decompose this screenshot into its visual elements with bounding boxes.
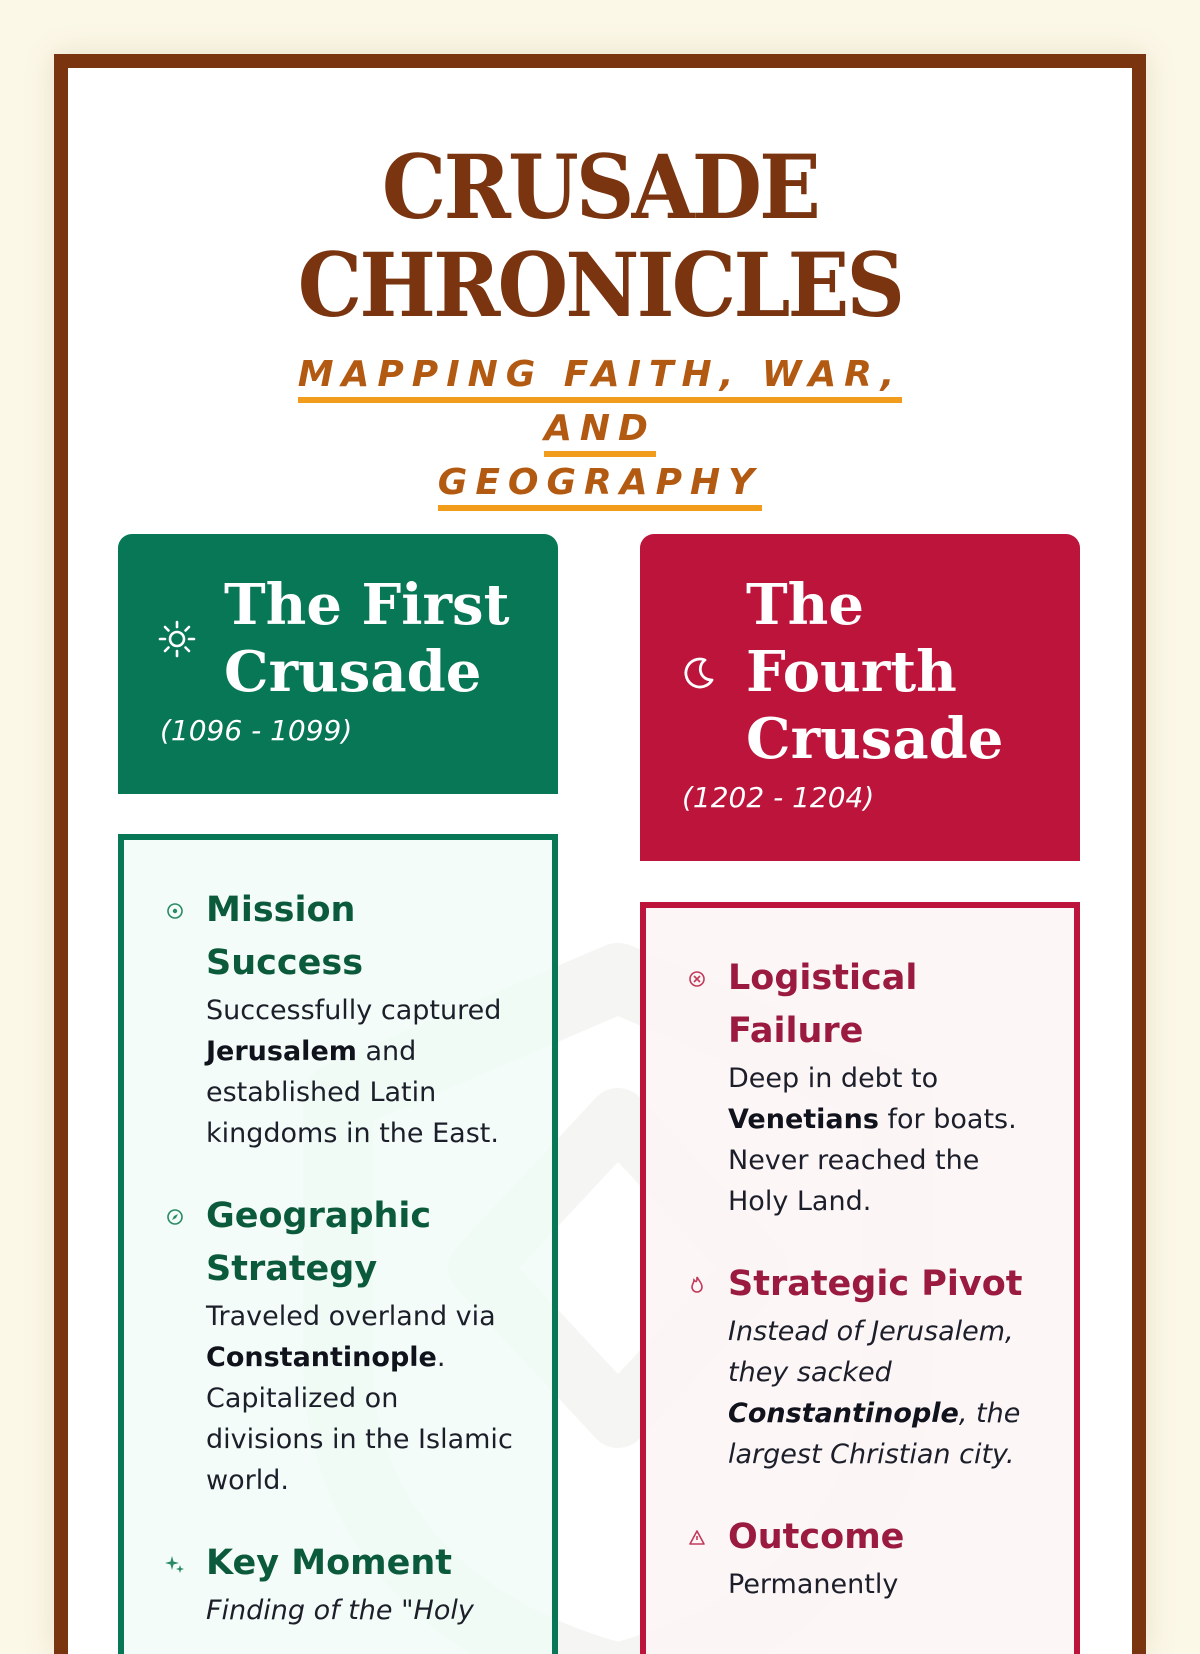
title-line-2: CHRONICLES [297, 233, 903, 337]
item-heading: Logistical Failure [728, 958, 918, 1051]
target-icon [164, 900, 186, 922]
fourth-crusade-years: (1202 - 1204) [682, 781, 875, 814]
fourth-crusade-card [640, 902, 1080, 1654]
title-line-1: CRUSADE [381, 135, 819, 239]
first-crusade-title: The First Crusade [224, 572, 510, 705]
list-item [646, 1258, 1074, 1475]
sparkle-icon [164, 1553, 186, 1575]
first-crusade-header [118, 534, 558, 794]
list-item [646, 952, 1074, 1222]
item-text: Permanently [728, 1569, 899, 1600]
fourth-crusade-title: The Fourth Crusade [746, 572, 1004, 772]
item-heading: Strategic Pivot [728, 1264, 1023, 1304]
x-circle-icon [686, 968, 708, 990]
first-crusade-card [118, 834, 558, 1654]
item-text: Instead of Jerusalem, they sacked Constantinople, the largest Christian city. [728, 1316, 1021, 1470]
item-text: Deep in debt to Venetians for boats. Never reached the Holy Land. [728, 1063, 1017, 1217]
page-title [111, 135, 1090, 337]
item-heading: Key Moment [206, 1543, 452, 1583]
compass-icon [164, 1206, 186, 1228]
list-item [124, 1190, 552, 1501]
item-text: Finding of the "Holy [206, 1595, 474, 1626]
flame-icon [686, 1274, 708, 1296]
item-heading: Outcome [728, 1517, 905, 1557]
subtitle-line-1: MAPPING FAITH, WAR, AND [298, 354, 903, 457]
sun-icon [158, 620, 196, 658]
fourth-crusade-header [640, 534, 1080, 861]
moon-icon [680, 654, 718, 692]
warning-triangle-icon [686, 1527, 708, 1549]
list-item [646, 1511, 1074, 1605]
list-item [124, 884, 552, 1154]
poster-frame [54, 54, 1146, 1654]
item-text: Traveled overland via Constantinople. Capitalized on divisions in the Islamic world. [206, 1301, 513, 1496]
list-item [124, 1537, 552, 1631]
item-heading: Geographic Strategy [206, 1196, 432, 1289]
page-subtitle [238, 348, 962, 510]
item-heading: Mission Success [206, 890, 364, 983]
first-crusade-years: (1096 - 1099) [160, 714, 353, 747]
item-text: Successfully captured Jerusalem and established Latin kingdoms in the East. [206, 995, 502, 1149]
subtitle-line-2: GEOGRAPHY [438, 462, 762, 511]
